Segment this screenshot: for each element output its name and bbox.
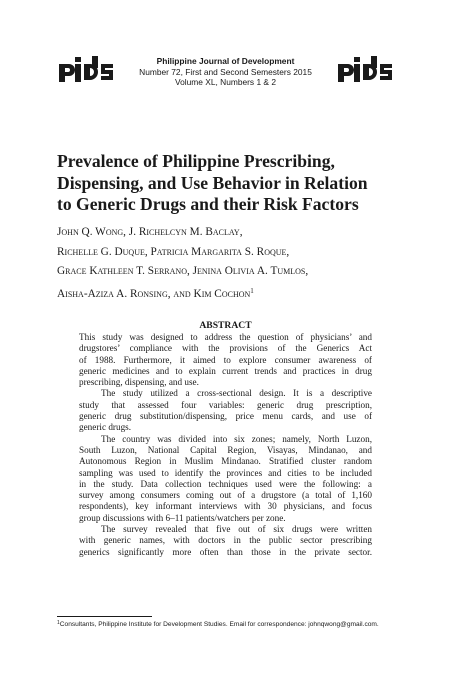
paper-title [57,151,397,216]
abstract-line: generic drugs. [79,422,132,433]
abstract-paragraph [79,332,372,388]
abstract-paragraph [79,434,372,524]
pids-logo-right-graphic [336,56,394,82]
journal-header [0,56,451,100]
abstract-paragraph [79,524,372,558]
pids-logo-left [57,56,115,82]
title-line: to Generic Drugs and their Risk Factors [57,194,359,214]
issue-line: Number 72, First and Second Semesters 2015 [139,66,312,77]
abstract-line: The study utilized a cross-sectional design. It is a descriptive [101,388,372,399]
abstract-line: generic drug substitution/dispensing, price menu cards, and use of [79,411,372,422]
abstract-line: prescribing, dispensing, and use. [79,377,199,388]
abstract-line: survey among consumers coming out of a drugstore (a total of 1,160 [79,490,372,501]
abstract-line: The survey revealed that five out of six drugs were written [101,524,372,535]
author-line: Richelle G. Duque, Patricia Margarita S. Roque, [57,245,290,258]
pids-logo-left-graphic [57,56,115,82]
abstract-line: in the study. Data collection techniques used were the following: a [79,478,372,489]
footnote-mark: 1 [57,620,60,626]
footnote-text: Consultants, Philippine Institute for Development Studies. Email for correspondence: johnqwong@gmail.com. [59,621,379,628]
abstract-line: drugstores’ compliance with the provisions of the Generics Act [79,343,372,354]
author-line: Grace Kathleen T. Serrano, Jenina Olivia A. Tumlos, [57,265,309,277]
author-line: John Q. Wong, J. Richelcyn M. Baclay, [57,226,243,238]
abstract-line: Autonomous Region in Muslim Mindanao. Stratified cluster random [79,456,372,467]
abstract-line: The country was divided into six zones; namely, North Luzon, [101,433,372,444]
author-line [57,282,402,305]
author-line-text: Aisha-Aziza A. Ronsing, and Kim Cochon [57,287,251,300]
abstract-line: sampling was used to identify the provinces and cities to be included [79,467,372,478]
pids-logo-right [336,56,394,82]
abstract-line: respondents), key informant interviews with 30 physicians, and focus [79,501,372,512]
title-line: Dispensing, and Use Behavior in Relation [57,172,368,193]
abstract-line: generics significantly more often than those in the private sector. [79,546,372,557]
abstract-heading: ABSTRACT [199,320,252,331]
abstract-line: generic medicines and to explain current trends and practices in drug [79,365,372,376]
abstract-paragraph [79,388,372,433]
abstract-line: South Luzon, National Capital Region, Visayas, Mindanao, and [79,444,372,455]
abstract-line: This study was designed to address the question of physicians’ and [79,332,372,342]
journal-name: Philippine Journal of Development [156,56,295,66]
title-line: Prevalence of Philippine Prescribing, [57,151,335,171]
abstract-line: of 1988. Furthermore, it aimed to explore consumer awareness of [79,354,372,365]
author-list [57,223,402,304]
author-footnote-mark: 1 [250,286,254,295]
abstract-line: group discussions with 6–11 patients/watchers per zone. [79,512,286,523]
volume-line: Volume XL, Numbers 1 & 2 [174,77,276,87]
journal-info [120,56,331,88]
abstract-line: with generic names, with doctors in the public sector prescribing [79,535,372,546]
abstract-line: study that assessed four variables: generic drug prescription, [79,399,372,410]
footnote-rule [57,616,152,617]
footnote [57,619,402,629]
abstract-body [79,332,372,558]
